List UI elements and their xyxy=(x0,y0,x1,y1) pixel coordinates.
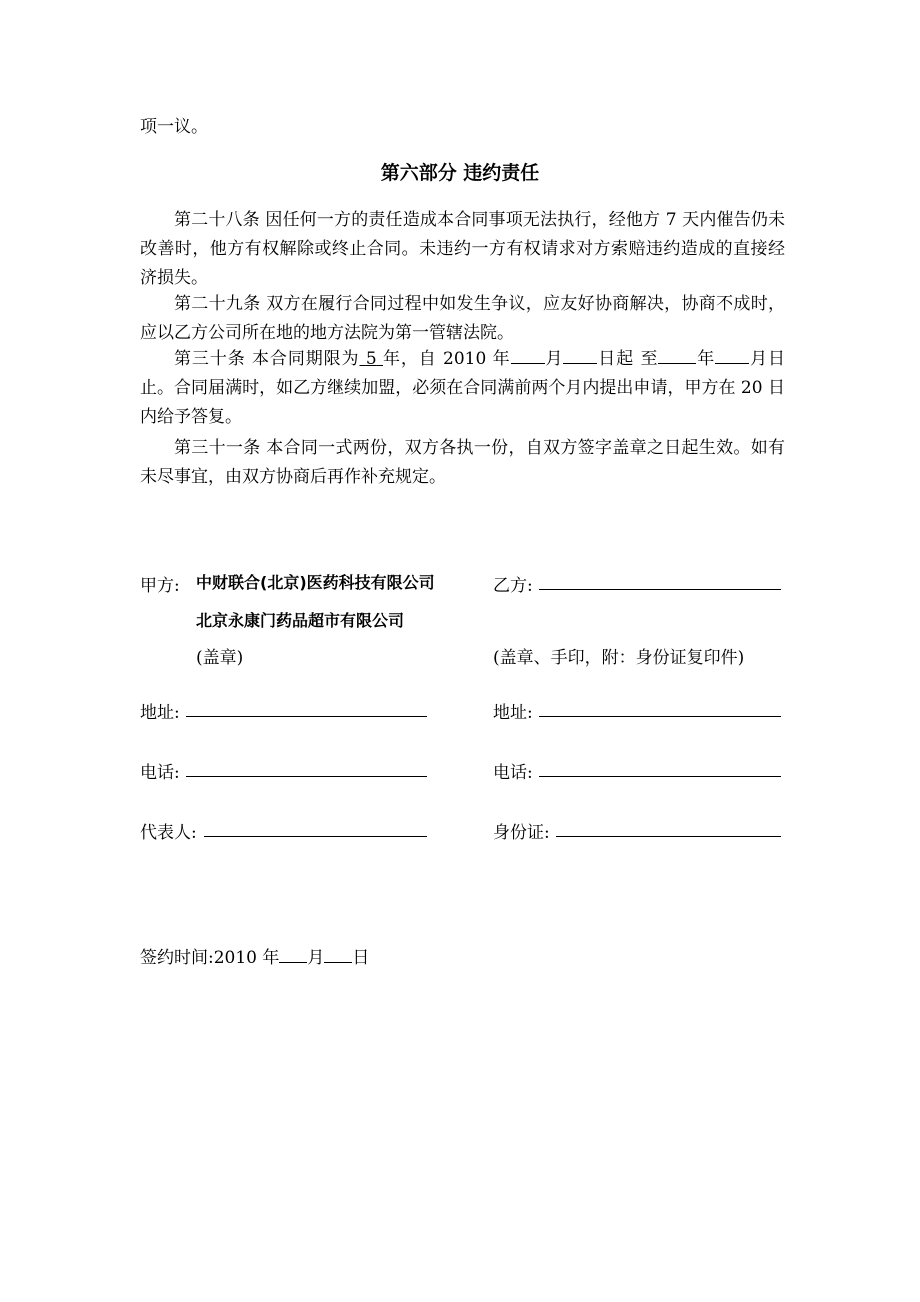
end-month-blank xyxy=(715,345,749,364)
party-b-label: 乙方: xyxy=(493,576,533,596)
party-a-rep-label: 代表人: xyxy=(140,823,197,843)
sign-date-month-text: 月 xyxy=(307,948,325,968)
party-b-phone-line xyxy=(539,776,781,777)
party-b-seal-note: (盖章、手印，附：身份证复印件) xyxy=(493,648,745,668)
article-30-part-b: 年，自 2010 年 xyxy=(382,349,511,369)
party-a-name-1: 中财联合(北京)医药科技有限公司 xyxy=(196,573,435,592)
party-b-phone-label: 电话: xyxy=(493,763,533,783)
start-month-blank xyxy=(511,345,545,364)
party-a-address-line xyxy=(186,716,427,717)
intro-tail-text: 项一议。 xyxy=(140,117,208,137)
party-b-id-label: 身份证: xyxy=(493,823,550,843)
end-year-blank xyxy=(658,345,696,364)
contract-years: 5 xyxy=(365,349,377,369)
sign-date-year-text: 签约时间:2010 年 xyxy=(140,948,280,968)
party-a-address-label: 地址: xyxy=(140,703,180,723)
sign-month-blank xyxy=(279,944,307,963)
party-a-rep-line xyxy=(204,836,427,837)
article-30-part-f: 月日止。合同届满时，如乙方继续加盟，必须在合同满前两个月内提出申请，甲方在 20 日内给予答复。 xyxy=(140,349,786,427)
party-a-phone-line xyxy=(186,776,427,777)
party-b-address-label: 地址: xyxy=(493,703,533,723)
party-b-name-line xyxy=(539,589,781,590)
article-28: 第二十八条 因任何一方的责任造成本合同事项无法执行，经他方 7 天内催告仍未改善时，他方有权解除或终止合同。未违约一方有权请求对方索赔违约造成的直接经济损失。 xyxy=(140,210,785,288)
article-31: 第三十一条 本合同一式两份，双方各执一份，自双方签字盖章之日起生效。如有未尽事宜，由双方协商后再作补充规定。 xyxy=(140,438,785,487)
article-30-part-e: 年 xyxy=(696,349,716,369)
article-29: 第二十九条 双方在履行合同过程中如发生争议，应友好协商解决，协商不成时，应以乙方公司所在地的地方法院为第一管辖法院。 xyxy=(140,294,785,343)
section-title: 第六部分 违约责任 xyxy=(380,162,540,184)
party-a-seal-note: (盖章) xyxy=(196,648,244,668)
party-a-name-2: 北京永康门药品超市有限公司 xyxy=(196,611,405,630)
article-30-part-c: 月 xyxy=(544,349,564,369)
sign-date xyxy=(140,943,369,968)
party-a-label: 甲方: xyxy=(140,576,180,596)
party-b-address-line xyxy=(539,716,781,717)
party-a-phone-label: 电话: xyxy=(140,763,180,783)
party-b-id-line xyxy=(556,836,781,837)
sign-date-day-text: 日 xyxy=(352,948,370,968)
article-30-part-a: 第三十条 本合同期限为 xyxy=(174,349,360,369)
article-30 xyxy=(140,345,785,432)
article-30-part-d: 日起 至 xyxy=(597,349,659,369)
sign-day-blank xyxy=(324,944,352,963)
start-day-blank xyxy=(563,345,597,364)
